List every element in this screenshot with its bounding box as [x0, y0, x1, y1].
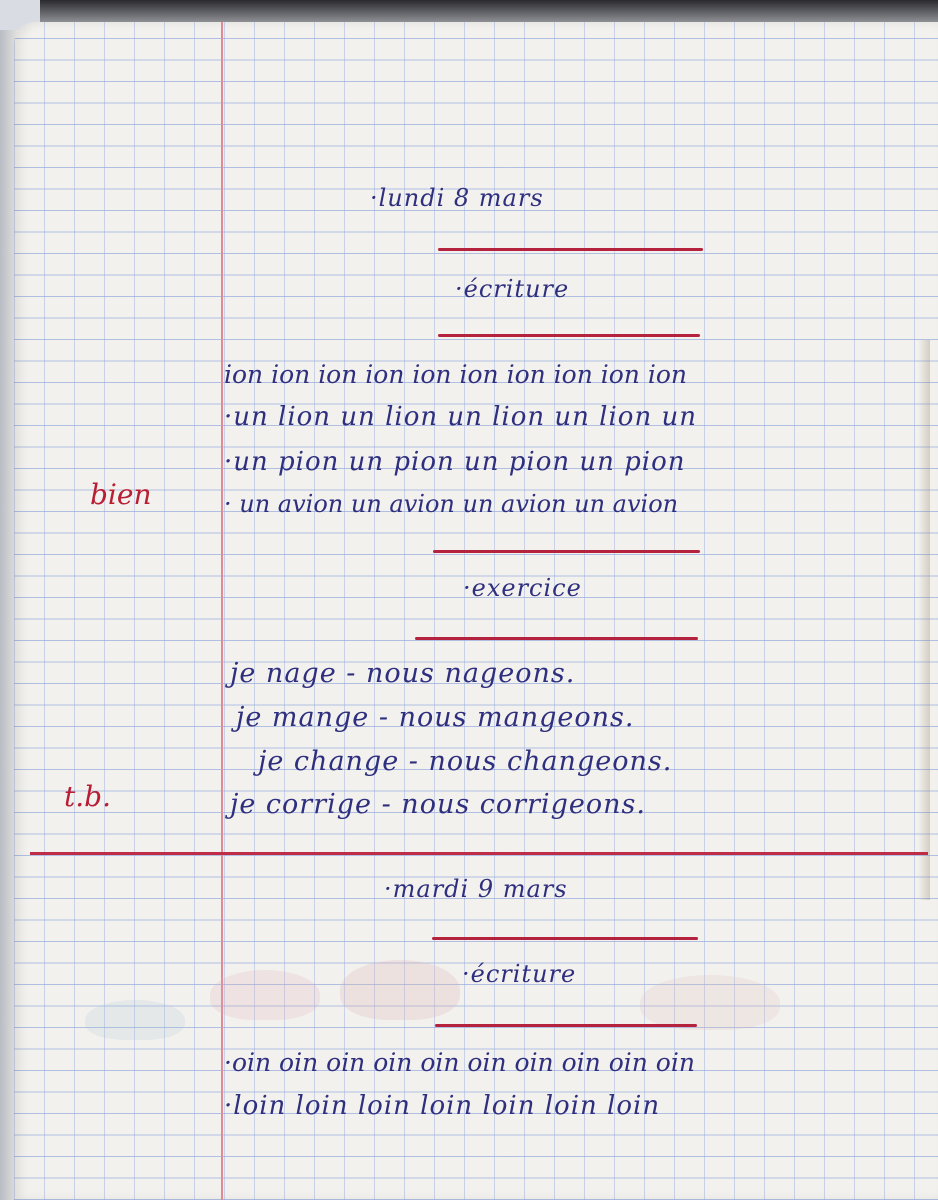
- day2-date: ·mardi 9 mars: [384, 875, 568, 903]
- teacher-grade-tb: t.b.: [64, 780, 111, 813]
- day-separator-rule: [30, 852, 928, 855]
- notebook-top-shadow: [40, 0, 938, 22]
- writing-line: ·loin loin loin loin loin loin loin: [224, 1091, 661, 1121]
- exercise-line: je corrige - nous corrigeons.: [230, 789, 646, 820]
- day1-section-exercise: ·exercice: [463, 574, 582, 602]
- margin-line: [221, 22, 223, 1200]
- page-stain: [340, 960, 460, 1020]
- day1-section-writing: ·écriture: [455, 275, 570, 303]
- writing-line: · un avion un avion un avion un avion: [224, 490, 679, 518]
- red-rule: [433, 550, 700, 553]
- day2-section-writing: ·écriture: [462, 960, 577, 988]
- exercise-line: je mange - nous mangeons.: [236, 702, 635, 733]
- red-rule: [415, 637, 698, 640]
- red-rule: [438, 248, 703, 251]
- red-rule: [438, 334, 700, 337]
- exercise-line: je change - nous changeons.: [258, 746, 673, 777]
- writing-line: ·oin oin oin oin oin oin oin oin oin oin: [224, 1048, 695, 1077]
- red-rule: [432, 937, 698, 940]
- binding-edge: [918, 340, 930, 900]
- page-stain: [640, 975, 780, 1030]
- writing-line: ion ion ion ion ion ion ion ion ion ion: [224, 360, 688, 389]
- writing-line: ·un lion un lion un lion un lion un: [224, 402, 697, 432]
- page-stain: [210, 970, 320, 1020]
- writing-line: ·un pion un pion un pion un pion: [224, 447, 686, 477]
- day1-date: ·lundi 8 mars: [370, 184, 544, 212]
- exercise-line: je nage - nous nageons.: [230, 658, 576, 689]
- red-rule: [435, 1024, 697, 1027]
- page-stain: [85, 1000, 185, 1040]
- teacher-grade-bien: bien: [90, 478, 152, 511]
